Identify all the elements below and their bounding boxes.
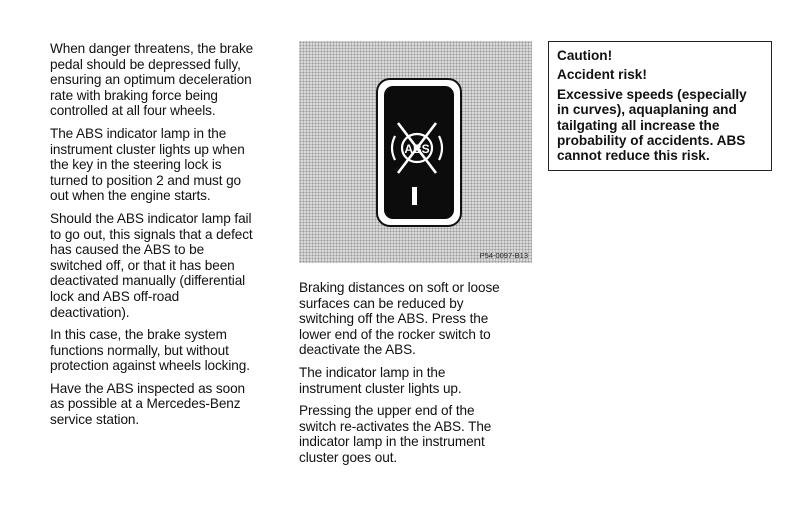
caution-body: Excessive speeds (especially in curves), aquaplaning and tailgating all increase the probability of accidents. ABS cannot reduce this risk.	[557, 86, 747, 164]
paragraph-braking-distances: Braking distances on soft or loose surfaces can be reduced by switching off the ABS. Press the lower end of the rocker switch to deactivate the ABS.	[299, 280, 500, 358]
left-column	[50, 41, 290, 435]
paragraph-reactivate-abs: Pressing the upper end of the switch re-activates the ABS. The indicator lamp in the instrument cluster goes out.	[299, 403, 492, 465]
paragraph-abs-lamp-fail: Should the ABS indicator lamp fail to go out, this signals that a defect has caused the ABS to be switched off, or that it has been deactivated manually (differential lock and ABS off-road deactivation).	[50, 210, 253, 320]
paragraph-abs-indicator-lamp: The ABS indicator lamp in the instrument cluster lights up when the key in the steering lock is turned to position 2 and must go out when the engine starts.	[50, 125, 245, 204]
middle-column	[299, 280, 539, 473]
paragraph-indicator-lights-up: The indicator lamp in the instrument cluster lights up.	[299, 364, 462, 396]
abs-symbol-label: ABS	[404, 142, 430, 156]
caution-title: Caution!	[557, 48, 613, 63]
switch-indicator-bar	[412, 187, 417, 205]
caution-box	[548, 41, 772, 171]
figure-code: P54-0097-B13	[479, 251, 528, 260]
paragraph-abs-inspection: Have the ABS inspected as soon as possible at a Mercedes-Benz service station.	[50, 380, 245, 428]
caution-subtitle: Accident risk!	[557, 67, 647, 83]
paragraph-emergency-braking: When danger threatens, the brake pedal should be depressed fully, ensuring an optimum deceleration rate with braking force being controlled at all four wheels.	[50, 41, 254, 119]
abs-rocker-switch-drawing	[299, 41, 532, 263]
abs-switch-illustration	[299, 41, 532, 263]
paragraph-brake-system-normal: In this case, the brake system functions normally, but without protection against wheels locking.	[50, 327, 250, 374]
